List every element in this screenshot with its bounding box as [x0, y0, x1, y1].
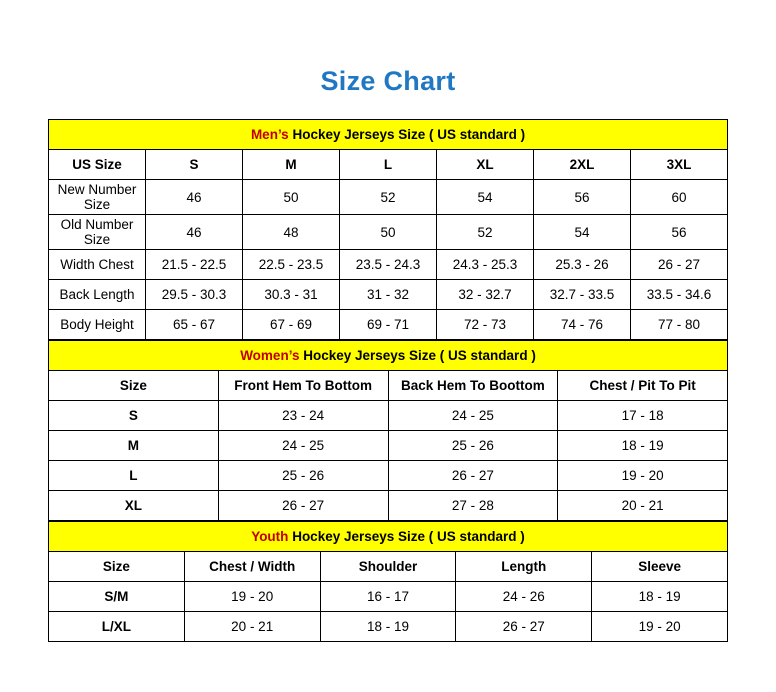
mens-band-cell [49, 120, 728, 150]
youth-header-cell: Shoulder [320, 552, 456, 582]
youth-header-row [49, 552, 728, 582]
row-label: M [49, 431, 219, 461]
youth-band-cell [49, 522, 728, 552]
mens-band-rest: Hockey Jerseys Size ( US standard ) [288, 127, 526, 142]
table-cell: 56 [631, 215, 728, 250]
womens-size-table [48, 340, 728, 521]
table-cell: 26 - 27 [631, 250, 728, 280]
table-cell: 23 - 24 [218, 401, 388, 431]
table-cell: 24 - 26 [456, 582, 592, 612]
table-row [49, 582, 728, 612]
table-cell: 25 - 26 [218, 461, 388, 491]
table-cell: 19 - 20 [558, 461, 728, 491]
table-cell: 20 - 21 [184, 612, 320, 642]
table-cell: 24 - 25 [218, 431, 388, 461]
table-cell: 17 - 18 [558, 401, 728, 431]
table-cell: 30.3 - 31 [243, 280, 340, 310]
womens-header-cell: Front Hem To Bottom [218, 371, 388, 401]
row-label: L/XL [49, 612, 185, 642]
table-cell: 29.5 - 30.3 [146, 280, 243, 310]
table-cell: 54 [534, 215, 631, 250]
table-cell: 32 - 32.7 [437, 280, 534, 310]
row-label: XL [49, 491, 219, 521]
row-label: Back Length [49, 280, 146, 310]
mens-header-cell: US Size [49, 150, 146, 180]
row-label: S [49, 401, 219, 431]
youth-header-cell: Length [456, 552, 592, 582]
table-cell: 52 [437, 215, 534, 250]
youth-size-table [48, 521, 728, 642]
table-cell: 25.3 - 26 [534, 250, 631, 280]
table-cell: 23.5 - 24.3 [340, 250, 437, 280]
womens-header-cell: Chest / Pit To Pit [558, 371, 728, 401]
table-row [49, 180, 728, 215]
table-cell: 27 - 28 [388, 491, 558, 521]
table-cell: 56 [534, 180, 631, 215]
mens-header-cell: 2XL [534, 150, 631, 180]
table-cell: 19 - 20 [184, 582, 320, 612]
mens-header-cell: 3XL [631, 150, 728, 180]
table-cell: 33.5 - 34.6 [631, 280, 728, 310]
youth-band-accent: Youth [251, 529, 289, 544]
table-cell: 50 [340, 215, 437, 250]
table-cell: 52 [340, 180, 437, 215]
womens-header-cell: Size [49, 371, 219, 401]
table-cell: 21.5 - 22.5 [146, 250, 243, 280]
table-cell: 24 - 25 [388, 401, 558, 431]
size-chart-tables [48, 119, 728, 642]
table-cell: 18 - 19 [558, 431, 728, 461]
table-row [49, 431, 728, 461]
youth-header-cell: Size [49, 552, 185, 582]
table-cell: 18 - 19 [592, 582, 728, 612]
womens-band-cell [49, 341, 728, 371]
table-cell: 31 - 32 [340, 280, 437, 310]
row-label: Width Chest [49, 250, 146, 280]
table-cell: 20 - 21 [558, 491, 728, 521]
mens-section-band [49, 120, 728, 150]
youth-header-cell: Chest / Width [184, 552, 320, 582]
table-cell: 26 - 27 [388, 461, 558, 491]
table-row [49, 280, 728, 310]
table-row [49, 215, 728, 250]
table-cell: 32.7 - 33.5 [534, 280, 631, 310]
table-cell: 16 - 17 [320, 582, 456, 612]
table-cell: 22.5 - 23.5 [243, 250, 340, 280]
table-row [49, 250, 728, 280]
table-row [49, 612, 728, 642]
table-cell: 69 - 71 [340, 310, 437, 340]
row-label: Body Height [49, 310, 146, 340]
table-row [49, 461, 728, 491]
row-label: L [49, 461, 219, 491]
table-cell: 25 - 26 [388, 431, 558, 461]
table-cell: 77 - 80 [631, 310, 728, 340]
youth-header-cell: Sleeve [592, 552, 728, 582]
mens-band-accent: Men’s [250, 127, 289, 142]
mens-header-row [49, 150, 728, 180]
table-cell: 67 - 69 [243, 310, 340, 340]
womens-band-accent: Women’s [240, 348, 300, 363]
table-row [49, 310, 728, 340]
table-cell: 65 - 67 [146, 310, 243, 340]
table-cell: 54 [437, 180, 534, 215]
page-title: Size Chart [320, 66, 456, 96]
mens-header-cell: XL [437, 150, 534, 180]
table-row [49, 491, 728, 521]
table-cell: 18 - 19 [320, 612, 456, 642]
table-cell: 48 [243, 215, 340, 250]
row-label: Old Number Size [49, 215, 146, 250]
row-label: New Number Size [49, 180, 146, 215]
youth-section-band [49, 522, 728, 552]
womens-section-band [49, 341, 728, 371]
table-cell: 24.3 - 25.3 [437, 250, 534, 280]
table-cell: 19 - 20 [592, 612, 728, 642]
table-cell: 50 [243, 180, 340, 215]
womens-band-rest: Hockey Jerseys Size ( US standard ) [299, 348, 536, 363]
table-cell: 74 - 76 [534, 310, 631, 340]
womens-header-cell: Back Hem To Boottom [388, 371, 558, 401]
womens-header-row [49, 371, 728, 401]
table-cell: 46 [146, 180, 243, 215]
table-cell: 26 - 27 [456, 612, 592, 642]
youth-band-rest: Hockey Jerseys Size ( US standard ) [288, 529, 525, 544]
mens-header-cell: S [146, 150, 243, 180]
row-label: S/M [49, 582, 185, 612]
mens-size-table [48, 119, 728, 340]
mens-header-cell: M [243, 150, 340, 180]
mens-header-cell: L [340, 150, 437, 180]
table-cell: 60 [631, 180, 728, 215]
table-row [49, 401, 728, 431]
table-cell: 46 [146, 215, 243, 250]
table-cell: 72 - 73 [437, 310, 534, 340]
table-cell: 26 - 27 [218, 491, 388, 521]
